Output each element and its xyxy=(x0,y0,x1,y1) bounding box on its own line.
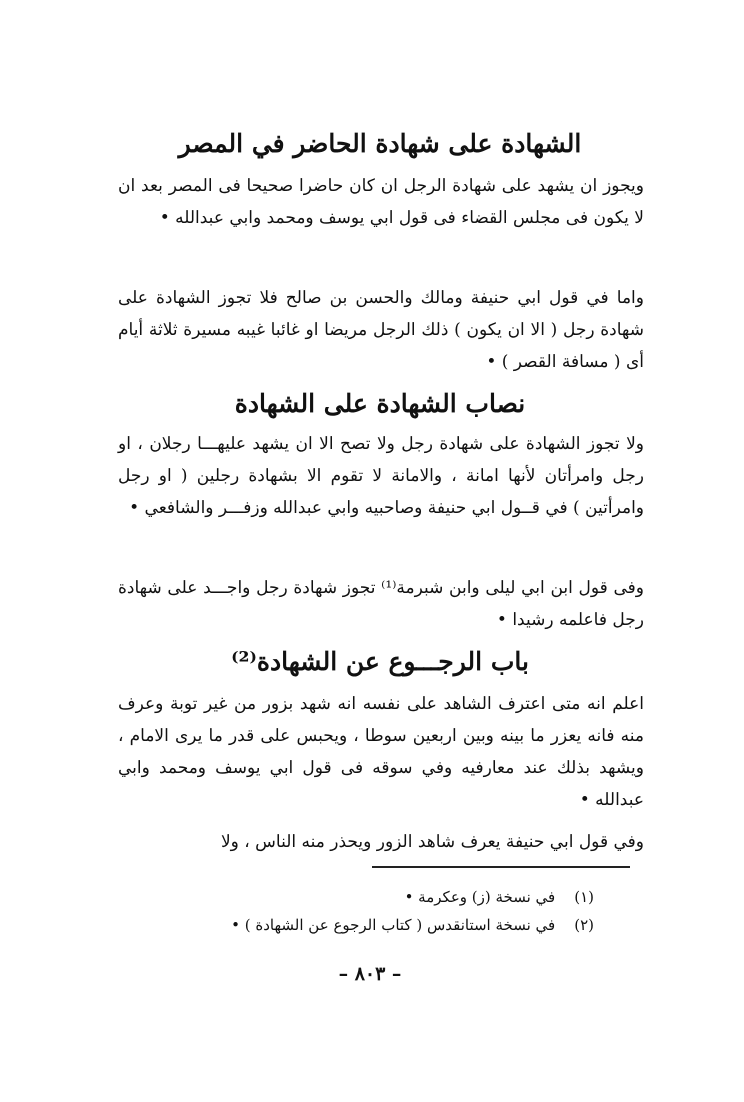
paragraph-3: ولا تجوز الشهادة على شهادة رجل ولا تصح الا ان يشهد عليهـــا رجلان ، او رجل وامرأتان لأنها امانة ، والامانة لا تقوم الا بشهادة رجلين ( او رجل وامرأتين ) في قــول ابي حنيفة وصاحبيه وابي عبدالله وزفـــر والشافعي • xyxy=(118,434,644,518)
page-number: – ٨٠٣ – xyxy=(338,963,402,985)
footnote-number: (٢) xyxy=(574,916,594,934)
footnote-2 xyxy=(114,912,594,938)
paragraph-2: واما في قول ابي حنيفة ومالك والحسن بن صالح فلا تجوز الشهادة على شهادة رجل ( الا ان يكون ) ذلك الرجل مريضا او غائبا غيبه مسيرة ثلاثة أيام أى ( مسافة القصر ) • xyxy=(118,288,644,372)
section-heading-witness-present: الشهادة على شهادة الحاضر في المصر xyxy=(178,129,582,158)
paragraph-4: وفى قول ابن ابي ليلى وابن شبرمة⁽¹⁾ تجوز شهادة رجل واجـــد على شهادة رجل فاعلمه رشيدا • xyxy=(118,578,644,630)
paragraph-5: اعلم انه متى اعترف الشاهد على نفسه انه شهد بزور من غير توبة وعرف منه فانه يعزر ما بينه وبين اربعين سوطا ، ويحبس على قدر ما يرى الامام ، ويشهد بذلك عند معارفيه وفي سوقه فى قول ابي يوسف ومحمد وابي عبدالله • xyxy=(118,694,644,810)
paragraph-1: ويجوز ان يشهد على شهادة الرجل ان كان حاضرا صحيحا فى المصر بعد ان لا يكون فى مجلس القضاء فى قول ابي يوسف ومحمد وابي عبدالله • xyxy=(118,176,644,228)
footnote-divider xyxy=(372,866,630,868)
paragraph-6: وفي قول ابي حنيفة يعرف شاهد الزور ويحذر منه الناس ، ولا xyxy=(220,832,644,852)
footnote-1 xyxy=(114,884,594,910)
section-heading-quorum: نصاب الشهادة على الشهادة xyxy=(234,389,526,418)
footnote-text: في نسخة استانقدس ( كتاب الرجوع عن الشهادة ) • xyxy=(231,916,556,934)
footnote-number: (١) xyxy=(574,888,594,906)
section-heading-retraction: باب الرجـــوع عن الشهادة⁽²⁾ xyxy=(231,647,529,676)
footnote-text: في نسخة (ز) وعكرمة • xyxy=(404,888,556,906)
